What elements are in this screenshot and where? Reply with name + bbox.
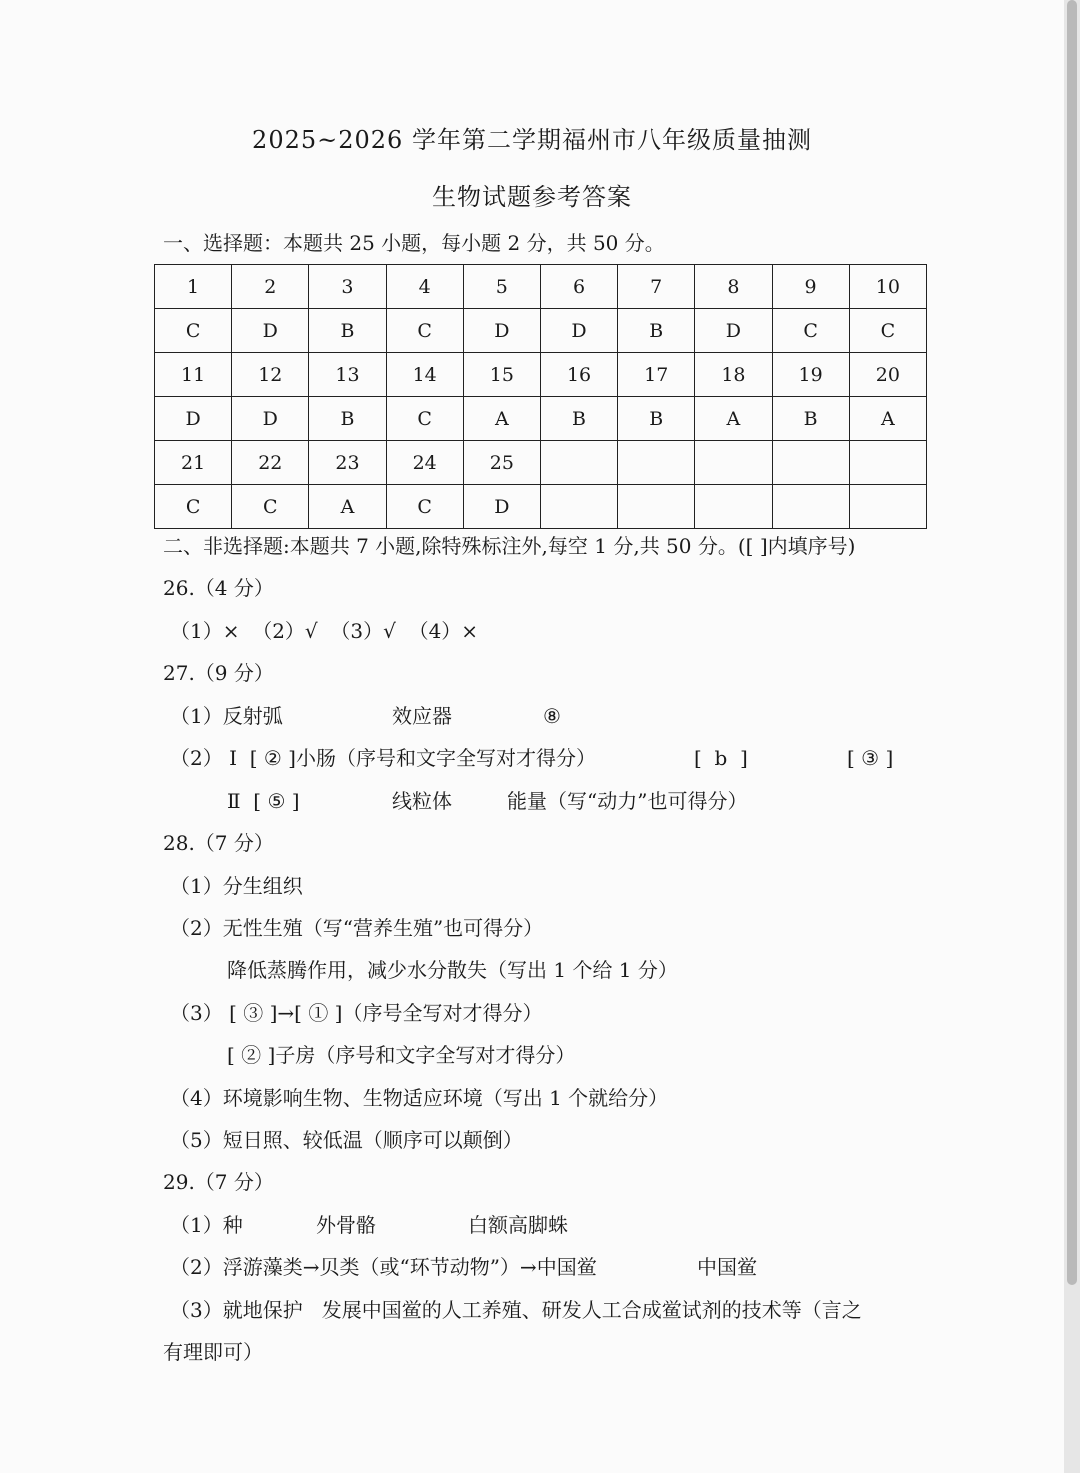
table-cell: C — [386, 485, 463, 529]
table-cell: B — [309, 309, 386, 353]
table-cell: 7 — [618, 265, 695, 309]
table-cell: 5 — [463, 265, 540, 309]
table-row — [155, 485, 927, 529]
document-subtitle: 生物试题参考答案 — [432, 183, 632, 211]
q26-answers: （1）× （2）√ （3）√ （4）× — [170, 619, 479, 643]
table-cell: 25 — [463, 441, 540, 485]
table-cell: 24 — [386, 441, 463, 485]
answer-table — [154, 264, 927, 529]
q27-answer-2b: [ b ] — [694, 746, 748, 770]
table-cell: D — [540, 309, 617, 353]
q27-answer-2c: [ ③ ] — [847, 746, 894, 770]
table-cell: B — [618, 309, 695, 353]
table-cell: C — [232, 485, 309, 529]
table-cell: B — [772, 397, 849, 441]
table-cell: 13 — [309, 353, 386, 397]
table-cell: 1 — [155, 265, 232, 309]
table-cell: B — [618, 397, 695, 441]
table-cell: 9 — [772, 265, 849, 309]
q29-answer-1c: 白额高脚蛛 — [468, 1213, 568, 1237]
q28-answer-2b: 降低蒸腾作用，减少水分散失（写出 1 个给 1 分） — [227, 958, 678, 982]
document-title: 2025~2026 学年第二学期福州市八年级质量抽测 — [252, 126, 812, 154]
table-cell: 23 — [309, 441, 386, 485]
table-cell: A — [849, 397, 926, 441]
table-cell — [849, 485, 926, 529]
q27-label: 27.（9 分） — [163, 661, 274, 685]
vertical-scrollbar[interactable] — [1064, 0, 1080, 1473]
q29-label: 29.（7 分） — [163, 1170, 274, 1194]
table-row — [155, 309, 927, 353]
table-row — [155, 441, 927, 485]
q28-answer-4: （4）环境影响生物、生物适应环境（写出 1 个就给分） — [170, 1086, 669, 1110]
table-cell: D — [463, 485, 540, 529]
table-cell: 20 — [849, 353, 926, 397]
table-cell: 18 — [695, 353, 772, 397]
q28-answer-3b: [ ② ]子房（序号和文字全写对才得分） — [227, 1043, 576, 1067]
q27-answer-1a: （1）反射弧 — [170, 704, 283, 728]
table-cell — [618, 485, 695, 529]
table-cell: 2 — [232, 265, 309, 309]
table-cell — [618, 441, 695, 485]
table-cell: 12 — [232, 353, 309, 397]
table-cell — [849, 441, 926, 485]
q27-answer-2a: （2） Ⅰ [ ② ]小肠（序号和文字全写对才得分） — [170, 746, 596, 770]
table-cell — [695, 485, 772, 529]
table-cell: C — [155, 485, 232, 529]
q27-answer-3c: 能量（写“动力”也可得分） — [507, 789, 748, 813]
table-cell: 10 — [849, 265, 926, 309]
q29-answer-2a: （2）浮游藻类→贝类（或“环节动物”）→中国鲎 — [170, 1255, 597, 1279]
q26-label: 26.（4 分） — [163, 576, 274, 600]
q29-answer-3: （3）就地保护 发展中国鲎的人工养殖、研发人工合成鲎试剂的技术等（言之 — [170, 1298, 862, 1322]
table-cell: 15 — [463, 353, 540, 397]
scrollbar-thumb[interactable] — [1067, 0, 1077, 1285]
table-cell: C — [386, 309, 463, 353]
table-cell: A — [463, 397, 540, 441]
table-cell: B — [540, 397, 617, 441]
table-cell: C — [155, 309, 232, 353]
section-2-heading: 二、非选择题:本题共 7 小题,除特殊标注外,每空 1 分,共 50 分。([ ]内填序号) — [163, 534, 856, 558]
table-cell: D — [463, 309, 540, 353]
q28-answer-1: （1）分生组织 — [170, 874, 303, 898]
table-cell: 4 — [386, 265, 463, 309]
table-cell: A — [695, 397, 772, 441]
table-row — [155, 265, 927, 309]
table-cell: D — [232, 309, 309, 353]
table-cell: 16 — [540, 353, 617, 397]
q27-answer-1c: ⑧ — [543, 704, 561, 728]
table-row — [155, 397, 927, 441]
table-cell: D — [155, 397, 232, 441]
table-cell — [540, 441, 617, 485]
table-cell: 8 — [695, 265, 772, 309]
q28-label: 28.（7 分） — [163, 831, 274, 855]
table-cell: C — [849, 309, 926, 353]
q28-answer-2: （2）无性生殖（写“营养生殖”也可得分） — [170, 916, 544, 940]
table-cell: 22 — [232, 441, 309, 485]
table-cell — [772, 441, 849, 485]
table-row — [155, 353, 927, 397]
section-1-heading: 一、选择题：本题共 25 小题，每小题 2 分，共 50 分。 — [163, 231, 665, 255]
table-cell — [695, 441, 772, 485]
q29-answer-2b: 中国鲎 — [697, 1255, 757, 1279]
q27-answer-3b: 线粒体 — [392, 789, 452, 813]
table-cell — [772, 485, 849, 529]
q29-answer-1b: 外骨骼 — [316, 1213, 376, 1237]
table-cell: 11 — [155, 353, 232, 397]
q27-answer-1b: 效应器 — [392, 704, 452, 728]
q29-answer-3-cont: 有理即可） — [163, 1340, 263, 1364]
q28-answer-3: （3） [ ③ ]→[ ① ]（序号全写对才得分） — [170, 1001, 543, 1025]
q28-answer-5: （5）短日照、较低温（顺序可以颠倒） — [170, 1128, 523, 1152]
q27-answer-3a: Ⅱ [ ⑤ ] — [227, 789, 300, 813]
table-cell: 21 — [155, 441, 232, 485]
table-cell: C — [386, 397, 463, 441]
table-cell: 17 — [618, 353, 695, 397]
table-cell: D — [695, 309, 772, 353]
table-cell — [540, 485, 617, 529]
table-cell: 14 — [386, 353, 463, 397]
table-cell: C — [772, 309, 849, 353]
table-cell: 3 — [309, 265, 386, 309]
table-cell: B — [309, 397, 386, 441]
table-cell: D — [232, 397, 309, 441]
table-cell: 19 — [772, 353, 849, 397]
table-cell: A — [309, 485, 386, 529]
q29-answer-1a: （1）种 — [170, 1213, 243, 1237]
table-cell: 6 — [540, 265, 617, 309]
